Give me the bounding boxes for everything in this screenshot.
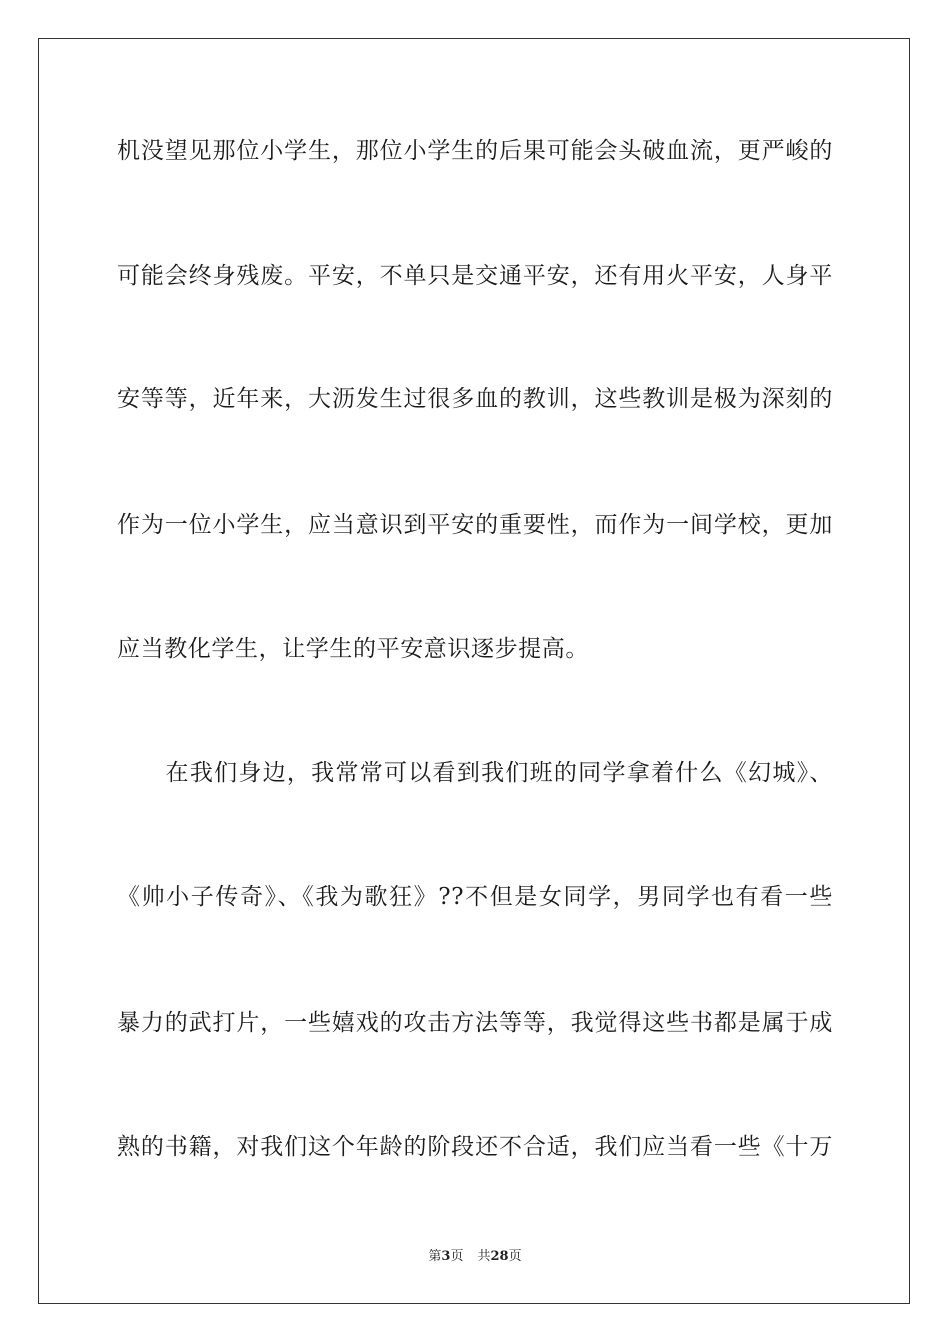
text-line-7: 《帅小子传奇》、《我为歌狂》??不但是女同学，男同学也有看一些 [117,884,833,910]
text-line-5: 应当教化学生，让学生的平安意识逐步提高。 [117,636,589,662]
total-prefix: 共 [477,1249,491,1264]
text-line-6: 在我们身边，我常常可以看到我们班的同学拿着什么《幻城》、 [117,760,833,786]
text-line-2: 可能会终身残废。平安，不单只是交通平安，还有用火平安，人身平 [117,263,833,289]
total-pages: 28 [490,1249,509,1264]
page-suffix: 页 [450,1249,464,1264]
text-line-3: 安等等，近年来，大沥发生过很多血的教训，这些教训是极为深刻的 [117,386,833,412]
total-suffix: 页 [508,1249,522,1264]
page-number: 3 [441,1249,451,1264]
text-line-9: 熟的书籍，对我们这个年龄的阶段还不合适，我们应当看一些《十万 [117,1134,833,1160]
page-border [38,38,910,1304]
page-prefix: 第 [428,1249,442,1264]
text-line-4: 作为一位小学生，应当意识到平安的重要性，而作为一间学校，更加 [117,512,833,538]
page-footer [0,1248,950,1266]
text-line-8: 暴力的武打片，一些嬉戏的攻击方法等等，我觉得这些书都是属于成 [117,1010,833,1036]
text-line-1: 机没望见那位小学生，那位小学生的后果可能会头破血流，更严峻的 [117,138,833,164]
